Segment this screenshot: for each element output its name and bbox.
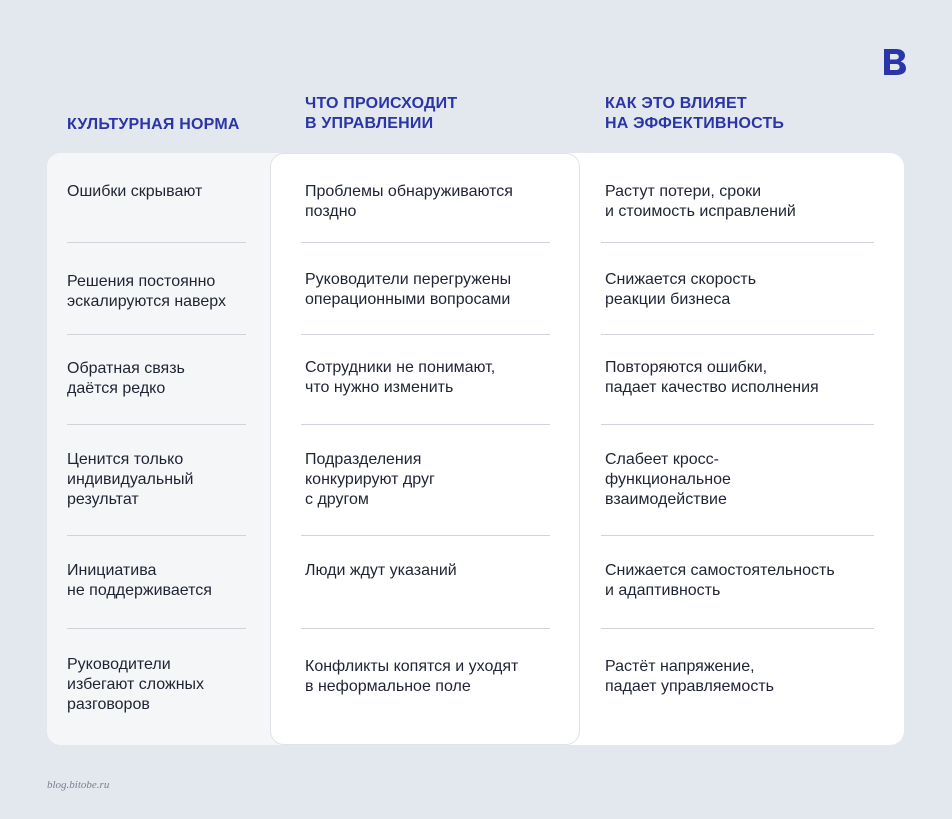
- column-header-line: КАК ЭТО ВЛИЯЕТ: [605, 95, 747, 112]
- row-divider: [301, 535, 550, 536]
- cell-line: поздно: [305, 203, 357, 220]
- cell-line: Решения постоянно: [67, 273, 216, 290]
- cell-line: Руководители перегружены: [305, 271, 512, 288]
- row-divider: [67, 334, 246, 335]
- cell-line: Руководители: [67, 656, 171, 673]
- footer-blog-link: blog.bitobe.ru: [47, 779, 110, 791]
- row-divider: [601, 334, 874, 335]
- cell-line: с другом: [305, 491, 369, 508]
- cell-line: функциональное: [605, 471, 731, 488]
- table-cell: [67, 655, 204, 715]
- cell-line: Растёт напряжение,: [605, 658, 755, 675]
- table-cell: [67, 272, 226, 312]
- cell-line: Ценится только: [67, 451, 184, 468]
- row-divider: [67, 424, 246, 425]
- cell-line: Снижается самостоятельность: [605, 562, 835, 579]
- table-cell: [305, 358, 495, 398]
- table-cell: [605, 450, 731, 510]
- row-divider: [301, 424, 550, 425]
- cell-line: взаимодействие: [605, 491, 727, 508]
- column-header-line: НА ЭФФЕКТИВНОСТЬ: [605, 115, 785, 132]
- table-cell: [305, 270, 511, 310]
- cell-line: Проблемы обнаруживаются: [305, 183, 513, 200]
- cell-line: разговоров: [67, 696, 150, 713]
- row-divider: [67, 628, 246, 629]
- column-header-efficiency: [605, 94, 784, 134]
- cell-line: реакции бизнеса: [605, 291, 731, 308]
- row-divider: [601, 242, 874, 243]
- column-header-line: В УПРАВЛЕНИИ: [305, 115, 434, 132]
- cell-line: индивидуальный: [67, 471, 194, 488]
- cell-line: падает качество исполнения: [605, 379, 819, 396]
- cell-line: Конфликты копятся и уходят: [305, 658, 519, 675]
- table-cell: [605, 561, 835, 601]
- cell-line: и стоимость исправлений: [605, 203, 796, 220]
- table-cell: [305, 657, 518, 697]
- cell-line: Люди ждут указаний: [305, 562, 457, 579]
- cell-line: эскалируются наверх: [67, 293, 226, 310]
- table-cell: [305, 450, 435, 510]
- table-cell: [605, 358, 819, 398]
- cell-line: Растут потери, сроки: [605, 183, 762, 200]
- table-cell: [305, 561, 457, 581]
- bitobe-logo-icon: [884, 49, 906, 75]
- table-cell: [605, 270, 756, 310]
- cell-line: избегают сложных: [67, 676, 205, 693]
- table-cell: [67, 561, 212, 601]
- cell-line: Повторяются ошибки,: [605, 359, 768, 376]
- cell-line: Сотрудники не понимают,: [305, 359, 496, 376]
- cell-line: Подразделения: [305, 451, 422, 468]
- row-divider: [601, 628, 874, 629]
- table-cell: [67, 359, 185, 399]
- row-divider: [67, 535, 246, 536]
- column-header-management: [305, 94, 457, 134]
- table-cell: [605, 657, 774, 697]
- row-divider: [301, 334, 550, 335]
- cell-line: конкурируют друг: [305, 471, 435, 488]
- table-cell: [67, 182, 202, 202]
- cell-line: Инициатива: [67, 562, 157, 579]
- cell-line: Снижается скорость: [605, 271, 757, 288]
- cell-line: падает управляемость: [605, 678, 774, 695]
- cell-line: операционными вопросами: [305, 291, 511, 308]
- cell-line: даётся редко: [67, 380, 166, 397]
- cell-line: в неформальное поле: [305, 678, 471, 695]
- culture-table: [47, 153, 904, 745]
- row-divider: [601, 424, 874, 425]
- table-cell: [605, 182, 796, 222]
- column-header-line: КУЛЬТУРНАЯ НОРМА: [67, 116, 240, 133]
- row-divider: [601, 535, 874, 536]
- cell-line: что нужно изменить: [305, 379, 454, 396]
- cell-line: Ошибки скрывают: [67, 183, 203, 200]
- row-divider: [301, 628, 550, 629]
- cell-line: Обратная связь: [67, 360, 185, 377]
- table-cell: [67, 450, 193, 510]
- column-header-culture-norm: [67, 115, 240, 135]
- row-divider: [301, 242, 550, 243]
- table-cell: [305, 182, 513, 222]
- cell-line: Слабеет кросс-: [605, 451, 719, 468]
- column-header-line: ЧТО ПРОИСХОДИТ: [305, 95, 458, 112]
- cell-line: не поддерживается: [67, 582, 212, 599]
- cell-line: результат: [67, 491, 139, 508]
- cell-line: и адаптивность: [605, 582, 721, 599]
- row-divider: [67, 242, 246, 243]
